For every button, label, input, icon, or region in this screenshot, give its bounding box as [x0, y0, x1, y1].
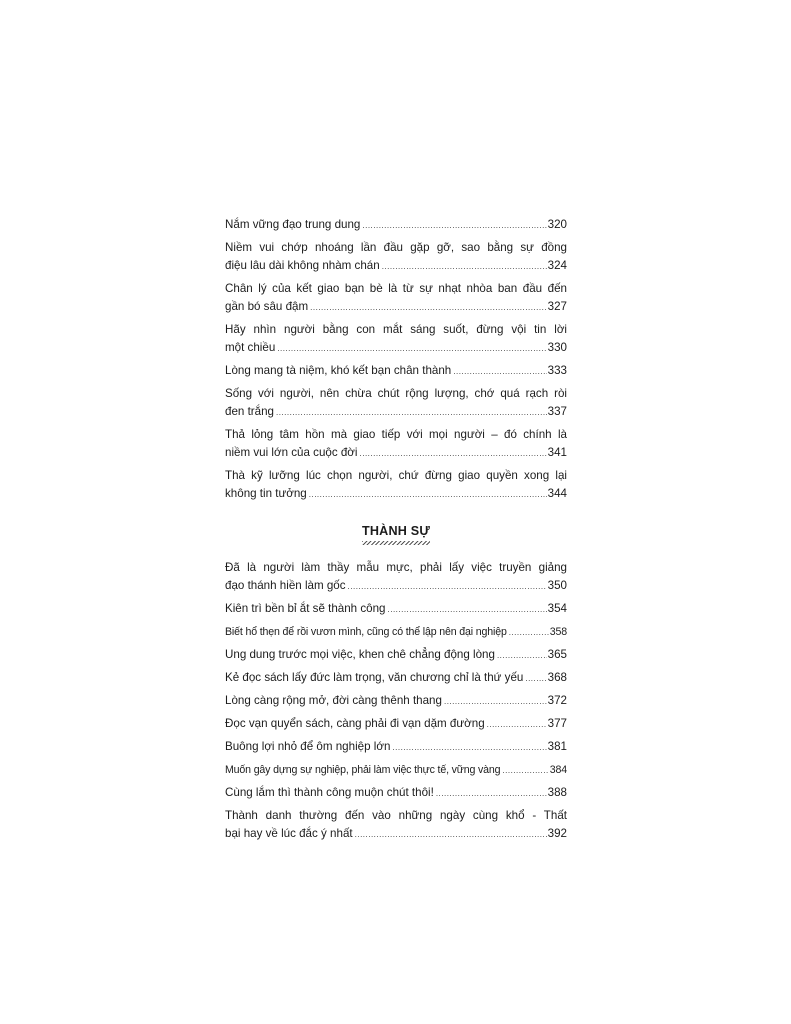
- page-number: 358: [549, 626, 567, 638]
- toc-entry-last-line: [225, 577, 567, 595]
- toc-entry-last-line: [225, 362, 567, 380]
- toc-entry-title: không tin tưởng: [225, 487, 307, 500]
- page-number: 354: [547, 602, 567, 615]
- toc-entry-title: điệu lâu dài không nhàm chán: [225, 259, 380, 272]
- toc-entry: [225, 321, 567, 357]
- toc-entry-title: niềm vui lớn của cuộc đời: [225, 446, 358, 459]
- toc-entry-last-line: [225, 825, 567, 843]
- toc-entry: [225, 600, 567, 618]
- dot-leader: [453, 367, 546, 377]
- toc-entry-last-line: [225, 444, 567, 462]
- toc-entry-title-line: Đã là người làm thầy mẫu mực, phải lấy việc truyền giảng: [225, 561, 567, 574]
- toc-entry-last-line: [225, 216, 567, 234]
- toc-entry-title: Đọc vạn quyển sách, càng phải đi vạn dặm đường: [225, 717, 485, 730]
- toc-entry: [225, 559, 567, 595]
- page-number: 372: [547, 694, 567, 707]
- toc-entry-title: một chiều: [225, 341, 276, 354]
- dot-leader: [277, 344, 546, 354]
- toc-entry-title: Lòng càng rộng mở, đời càng thênh thang: [225, 694, 442, 707]
- toc-entry-title: Kẻ đọc sách lấy đức làm trọng, văn chương chỉ là thứ yếu: [225, 671, 524, 684]
- toc-entry-title-line: Sống với người, nên chừa chút rộng lượng, chớ quá rạch ròi: [225, 387, 567, 400]
- toc-entry-title: Ung dung trước mọi việc, khen chê chẳng động lòng: [225, 648, 495, 661]
- toc-entry: [225, 280, 567, 316]
- dot-leader: [392, 743, 546, 753]
- toc-entry-last-line: [225, 738, 567, 756]
- toc-entry-title: Muốn gây dựng sự nghiệp, phải làm việc thực tế, vững vàng: [225, 764, 501, 776]
- toc-entry-title: Lòng mang tà niệm, khó kết bạn chân thành: [225, 364, 452, 377]
- dot-leader: [497, 651, 547, 661]
- section-heading: [225, 524, 567, 545]
- page-number: 330: [547, 341, 567, 354]
- dot-leader: [502, 766, 548, 776]
- toc-entry: [225, 623, 567, 641]
- toc-entry: [225, 646, 567, 664]
- toc-entry: [225, 362, 567, 380]
- page-number: 327: [547, 300, 567, 313]
- toc-entry-title-line: Niềm vui chớp nhoáng lần đầu gặp gỡ, sao bằng sự đồng: [225, 241, 567, 254]
- page-number: 392: [547, 827, 567, 840]
- toc-entry: [225, 669, 567, 687]
- page-number: 377: [547, 717, 567, 730]
- toc-entry-last-line: [225, 669, 567, 687]
- toc-entry: [225, 807, 567, 843]
- page-number: 388: [547, 786, 567, 799]
- page-number: 344: [547, 487, 567, 500]
- dot-leader: [436, 789, 547, 799]
- page-number: 368: [547, 671, 567, 684]
- dot-leader: [360, 449, 547, 459]
- toc-entry: [225, 761, 567, 779]
- dot-leader: [276, 408, 547, 418]
- toc-entry-title-line: Hãy nhìn người bằng con mắt sáng suốt, đừng vội tin lời: [225, 323, 567, 336]
- toc-entry-last-line: [225, 485, 567, 503]
- toc-entry-title-line: Thả lỏng tâm hồn mà giao tiếp với mọi người – đó chính là: [225, 428, 567, 441]
- page-number: 350: [547, 579, 567, 592]
- dot-leader: [348, 582, 547, 592]
- toc-entry: [225, 426, 567, 462]
- toc-entry-title: đạo thánh hiền làm gốc: [225, 579, 346, 592]
- toc-entry: [225, 239, 567, 275]
- page-number: 365: [547, 648, 567, 661]
- toc-entry: [225, 738, 567, 756]
- page-number: 381: [547, 740, 567, 753]
- page-number: 324: [547, 259, 567, 272]
- dot-leader: [355, 830, 547, 840]
- toc-entry-title: Cùng lắm thì thành công muộn chút thôi!: [225, 786, 434, 799]
- toc-group-thanh-su: [225, 559, 567, 843]
- toc-entry: [225, 715, 567, 733]
- toc-entry-title: Buông lợi nhỏ để ôm nghiệp lớn: [225, 740, 391, 753]
- toc-entry-title-line: Chân lý của kết giao bạn bè là từ sự nhạt nhòa ban đầu đến: [225, 282, 567, 295]
- toc-entry-last-line: [225, 761, 567, 779]
- dot-leader: [309, 490, 547, 500]
- toc-entry-title-line: Thành danh thường đến vào những ngày cùng khổ - Thất: [225, 809, 567, 822]
- toc-entry: [225, 385, 567, 421]
- page-number: 341: [547, 446, 567, 459]
- page-number: 384: [549, 764, 567, 776]
- dot-leader: [444, 697, 547, 707]
- toc-entry-title: Kiên trì bền bỉ ắt sẽ thành công: [225, 602, 386, 615]
- dot-leader: [525, 674, 546, 684]
- toc-entry-title: Nắm vững đạo trung dung: [225, 218, 361, 231]
- section-underline-decoration: [362, 541, 430, 545]
- dot-leader: [487, 720, 547, 730]
- toc-entry-title: Biết hổ thẹn để rồi vươn mình, cũng có thể lập nên đại nghiệp: [225, 626, 507, 638]
- toc-entry-last-line: [225, 692, 567, 710]
- toc-entry-last-line: [225, 646, 567, 664]
- toc-entry-last-line: [225, 784, 567, 802]
- toc-entry: [225, 216, 567, 234]
- toc-entry-last-line: [225, 600, 567, 618]
- toc-entry-title: bại hay về lúc đắc ý nhất: [225, 827, 353, 840]
- toc-entry-last-line: [225, 257, 567, 275]
- page-number: 333: [547, 364, 567, 377]
- toc-entry-last-line: [225, 623, 567, 641]
- toc-entry-last-line: [225, 298, 567, 316]
- table-of-contents: [225, 216, 567, 848]
- dot-leader: [362, 221, 546, 231]
- toc-entry-last-line: [225, 339, 567, 357]
- page-number: 337: [547, 405, 567, 418]
- dot-leader: [509, 628, 549, 638]
- toc-entry: [225, 692, 567, 710]
- toc-entry-title: đen trắng: [225, 405, 274, 418]
- toc-group-previous-section: [225, 216, 567, 503]
- toc-entry-title: gần bó sâu đậm: [225, 300, 309, 313]
- toc-entry: [225, 467, 567, 503]
- toc-entry-last-line: [225, 403, 567, 421]
- section-title: THÀNH SỰ: [361, 524, 431, 538]
- toc-entry: [225, 784, 567, 802]
- dot-leader: [382, 262, 547, 272]
- toc-entry-last-line: [225, 715, 567, 733]
- page-number: 320: [547, 218, 567, 231]
- toc-entry-title-line: Thà kỹ lưỡng lúc chọn người, chứ đừng giao quyền xong lại: [225, 469, 567, 482]
- dot-leader: [388, 605, 547, 615]
- dot-leader: [310, 303, 547, 313]
